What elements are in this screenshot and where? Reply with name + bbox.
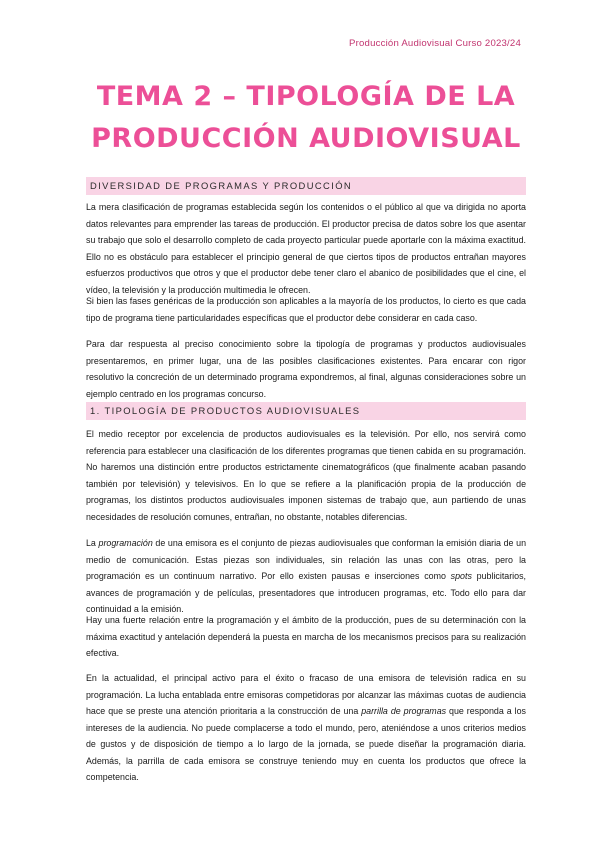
paragraph-3: Para dar respuesta al preciso conocimiento sobre la tipología de programas y productos audiovisuales presentaremos, en primer lugar, una de las posibles clasificaciones existentes. Para encarar con rigor resolutivo la concreción de un determinado programa expondremos, al final, algunas consideraciones sobre un ejemplo centrado en los programas concurso. [86,339,526,399]
paragraph-7-emphasis-parrilla: parrilla de programas [361,706,447,716]
running-header: Producción Audiovisual Curso 2023/24 [349,38,521,49]
paragraph-2: Si bien las fases genéricas de la producción son aplicables a la mayoría de los productos, lo cierto es que cada tipo de programa tiene particularidades específicas que el productor debe considerar en cada caso. [86,296,526,323]
paragraph-6: Hay una fuerte relación entre la programación y el ámbito de la producción, pues de su determinación con la máxima exactitud y antelación dependerá la puesta en marcha de los mecanismos precisos para su realización efectiva. [86,615,526,658]
paragraph-7-text-a: En la actualidad, el principal activo para el éxito o fracaso de una emisora de televisión radica en su programación. La lucha entablada entre emisoras competidoras por alcanzar las máximas cuotas de audiencia hace que se preste una atención prioritaria a la construcción de una [86,673,526,716]
paragraph-5 [86,535,526,618]
paragraph-4: El medio receptor por excelencia de productos audiovisuales es la televisión. Por ello, nos servirá como referencia para establecer una clasificación de los diferentes programas que tienen cabida en su programación. No haremos una distinción entre productos estrictamente cinematográficos (que finalmente acaban pasando también por televisión) y televisivos. En lo que se refiere a la planificación propia de la producción de programas, los distintos productos audiovisuales imponen sistemas de trabajo que, aun partiendo de unas necesidades de resolución comunes, entrañan, no obstante, notables diferencias. [86,429,526,522]
section-heading-tipologia: 1. TIPOLOGÍA DE PRODUCTOS AUDIOVISUALES [86,402,526,420]
paragraph-7 [86,670,526,786]
paragraph-5-emphasis-spots: spots [450,571,472,581]
page-title: TEMA 2 – TIPOLOGÍA DE LA PRODUCCIÓN AUDIOVISUAL [91,81,521,154]
paragraph-5-emphasis-programacion: programación [98,538,153,548]
section-heading-diversidad: DIVERSIDAD DE PROGRAMAS Y PRODUCCIÓN [86,177,526,195]
paragraph-5-text-c: publicitarios, avances de programación y de películas, presentadores que introducen programas, etc. Todo ello para dar continuidad a la emisión. [86,571,526,614]
paragraph-7-text-b: que responda a los intereses de la audiencia. No puede complacerse a todo el mundo, pero, ateniéndose a unos criterios medios de gustos y de disposición de tiempo a lo largo de la jornada, se puede diseñar la programación diaria. Además, la parrilla de cada emisora se construye teniendo muy en cuenta los productos que ofrece la competencia. [86,706,526,782]
paragraph-5-text-a: La [86,538,99,548]
paragraph-5-text-b: de una emisora es el conjunto de piezas audiovisuales que conforman la emisión diaria de un medio de comunicación. Estas piezas son individuales, sin relación las unas con las otras, pero la programación es un continuum narrativo. Por ello existen pausas e inserciones como [86,538,527,581]
paragraph-1: La mera clasificación de programas establecida según los contenidos o el público al que va dirigida no aporta datos relevantes para emprender las tareas de producción. El productor precisa de datos sobre los que asentar su trabajo que solo el desarrollo completo de cada proyecto particular puede aportarle con la máxima exactitud. Ello no es obstáculo para establecer el principio general de que ciertos tipos de productos entrañan mayores esfuerzos productivos que otros y que el productor debe tener claro el abanico de posibilidades que el cine, el vídeo, la televisión y la producción multimedia le ofrecen. [86,202,526,295]
